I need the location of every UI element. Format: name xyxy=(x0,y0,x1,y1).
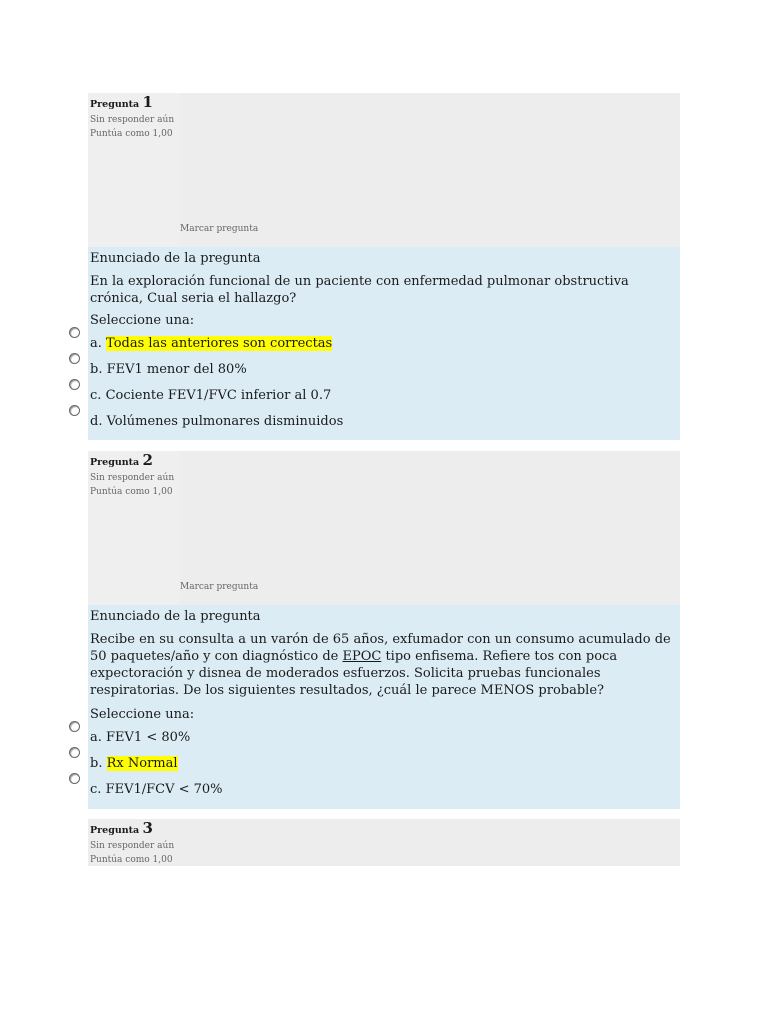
answer-text: FEV1 menor del 80% xyxy=(106,362,247,377)
question-state: Sin responder aún xyxy=(90,473,175,483)
question-number: 3 xyxy=(142,819,153,837)
answer-text: FEV1/FCV < 70% xyxy=(105,782,223,797)
answer-text: Volúmenes pulmonares disminuidos xyxy=(106,414,344,429)
answer-text: Cociente FEV1/FVC inferior al 0.7 xyxy=(105,388,332,403)
question-number: 2 xyxy=(142,451,153,469)
radio-button[interactable] xyxy=(69,773,80,784)
answer-list xyxy=(90,725,678,803)
question-info xyxy=(88,451,680,605)
radio-button[interactable] xyxy=(69,747,80,758)
answer-list xyxy=(90,331,678,435)
question-content xyxy=(88,247,680,440)
question-number: 1 xyxy=(142,93,153,111)
question-grade: Puntúa como 1,00 xyxy=(90,487,173,497)
flag-question-link[interactable]: Marcar pregunta xyxy=(180,224,259,234)
question-1 xyxy=(88,93,680,440)
radio-button[interactable] xyxy=(69,379,80,390)
flag-question-link[interactable]: Marcar pregunta xyxy=(180,582,259,592)
radio-button[interactable] xyxy=(69,327,80,338)
question-info xyxy=(88,819,680,866)
radio-button[interactable] xyxy=(69,353,80,364)
question-label: Enunciado de la pregunta xyxy=(90,609,261,624)
question-text: En la exploración funcional de un paciente con enfermedad pulmonar obstructiva crónica, Cual seria el hallazgo? xyxy=(90,274,629,306)
question-grade: Puntúa como 1,00 xyxy=(90,129,173,139)
question-text: Recibe en su consulta a un varón de 65 años, exfumador con un consumo acumulado de 50 paquetes/año y con diagnóstico de EPOC tipo enfisema. Refiere tos con poca expectoración y disnea de moderados esfuerzos. Solicita pruebas funcionales respiratorias. De los siguientes resultados, ¿cuál le parece MENOS probable? xyxy=(90,632,671,698)
abbreviation: EPOC xyxy=(342,649,382,664)
question-heading: Pregunta 1 xyxy=(90,93,153,111)
question-state: Sin responder aún xyxy=(90,115,175,125)
answer-text: Rx Normal xyxy=(106,756,178,771)
answer-option[interactable]: c. Cociente FEV1/FVC inferior al 0.7 xyxy=(90,383,678,409)
question-3 xyxy=(88,819,680,866)
radio-button[interactable] xyxy=(69,721,80,732)
answer-option[interactable]: a. Todas las anteriores son correctas xyxy=(90,331,678,357)
answer-option[interactable]: c. FEV1/FCV < 70% xyxy=(90,777,678,803)
question-heading: Pregunta 2 xyxy=(90,451,153,469)
question-heading: Pregunta 3 xyxy=(90,819,153,837)
answer-option[interactable]: b. FEV1 menor del 80% xyxy=(90,357,678,383)
select-prompt: Seleccione una: xyxy=(90,313,195,328)
answer-text: Todas las anteriores son correctas xyxy=(106,336,333,351)
answer-text: FEV1 < 80% xyxy=(106,730,191,745)
answer-option[interactable]: d. Volúmenes pulmonares disminuidos xyxy=(90,409,678,435)
question-info xyxy=(88,93,680,247)
select-prompt: Seleccione una: xyxy=(90,707,195,722)
question-state: Sin responder aún xyxy=(90,841,175,851)
answer-option[interactable]: b. Rx Normal xyxy=(90,751,678,777)
question-content xyxy=(88,605,680,809)
question-grade: Puntúa como 1,00 xyxy=(90,855,173,865)
radio-button[interactable] xyxy=(69,405,80,416)
question-2 xyxy=(88,451,680,809)
question-label: Enunciado de la pregunta xyxy=(90,251,261,266)
answer-option[interactable]: a. FEV1 < 80% xyxy=(90,725,678,751)
